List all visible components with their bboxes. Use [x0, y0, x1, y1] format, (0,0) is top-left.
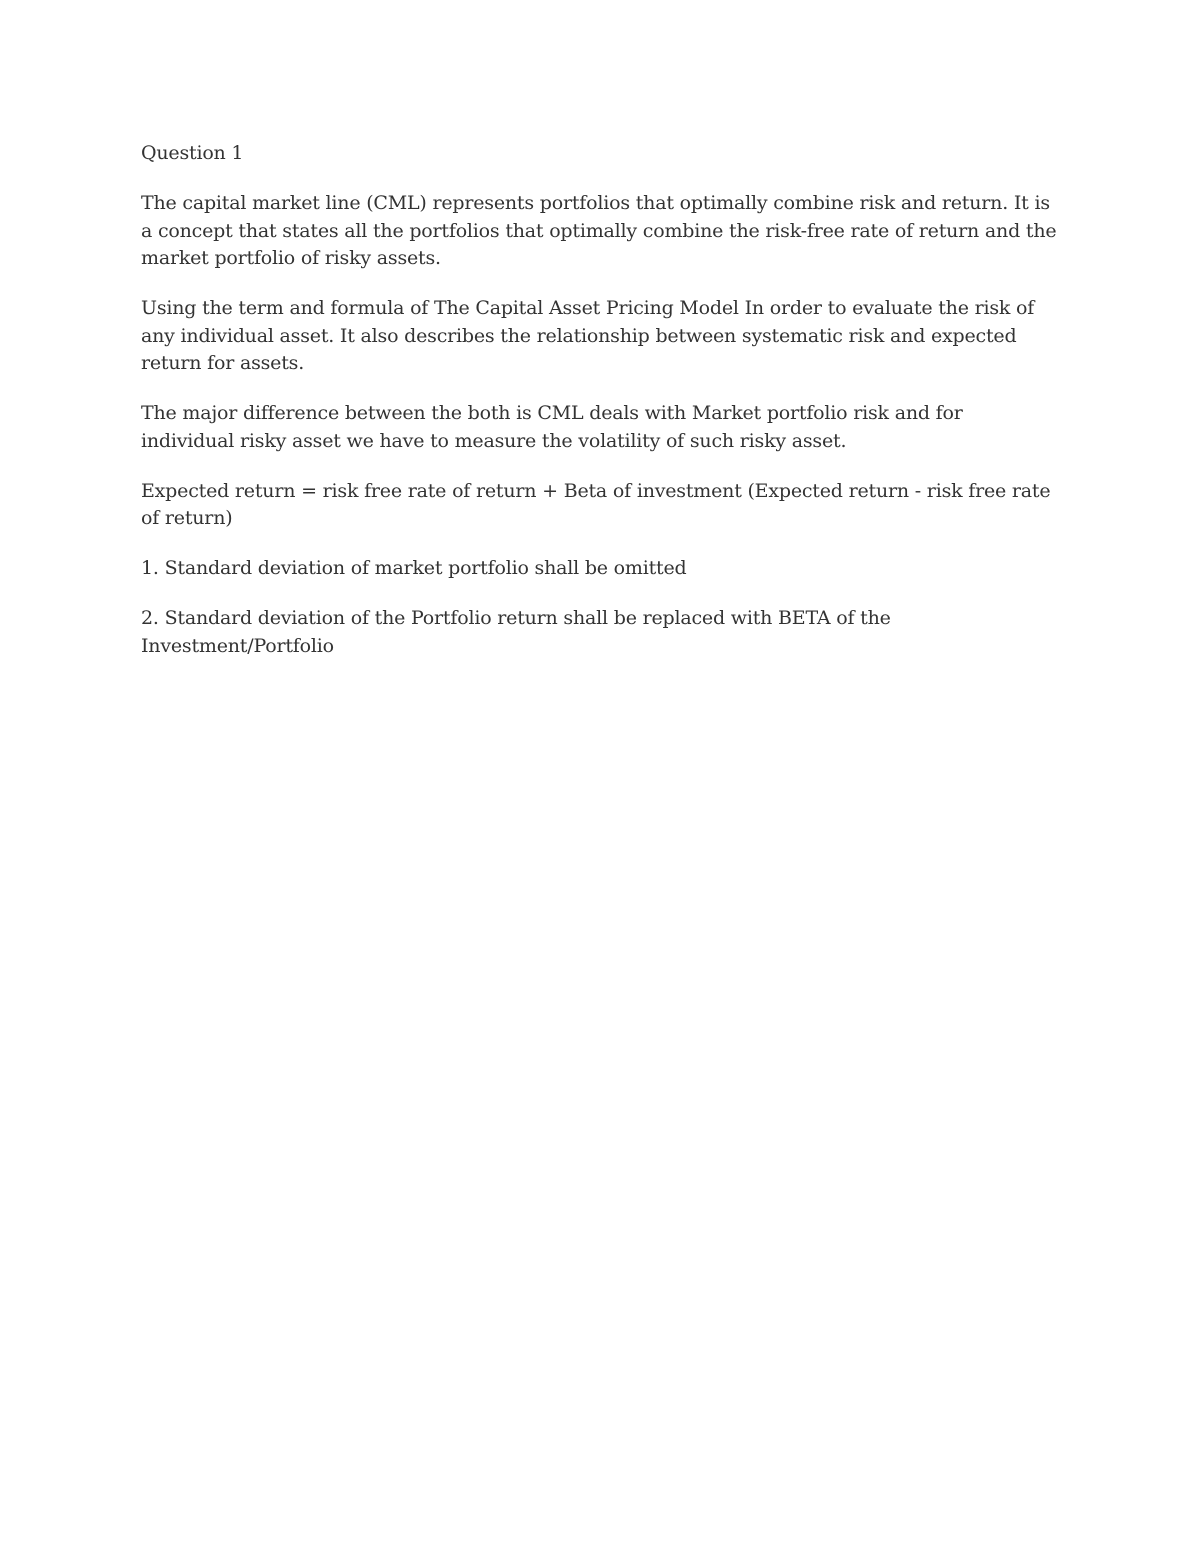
list-item-2: 2. Standard deviation of the Portfolio return shall be replaced with BETA of the Investment/Portfolio [141, 607, 891, 657]
document-body [141, 140, 1061, 683]
paragraph-capm: Using the term and formula of The Capital Asset Pricing Model In order to evaluate the risk of any individual asset. It also describes the relationship between systematic risk and expected return for assets. [141, 297, 1035, 374]
paragraph-difference: The major difference between the both is CML deals with Market portfolio risk and for individual risky asset we have to measure the volatility of such risky asset. [141, 402, 963, 452]
paragraph-formula: Expected return = risk free rate of return + Beta of investment (Expected return - risk free rate of return) [141, 479, 1051, 529]
question-heading: Question 1 [141, 142, 244, 164]
paragraph-cml-definition: The capital market line (CML) represents portfolios that optimally combine risk and return. It is a concept that states all the portfolios that optimally combine the risk-free rate of return and the market portfolio of risky assets. [141, 192, 1057, 269]
list-item-1: 1. Standard deviation of market portfolio shall be omitted [141, 557, 687, 579]
